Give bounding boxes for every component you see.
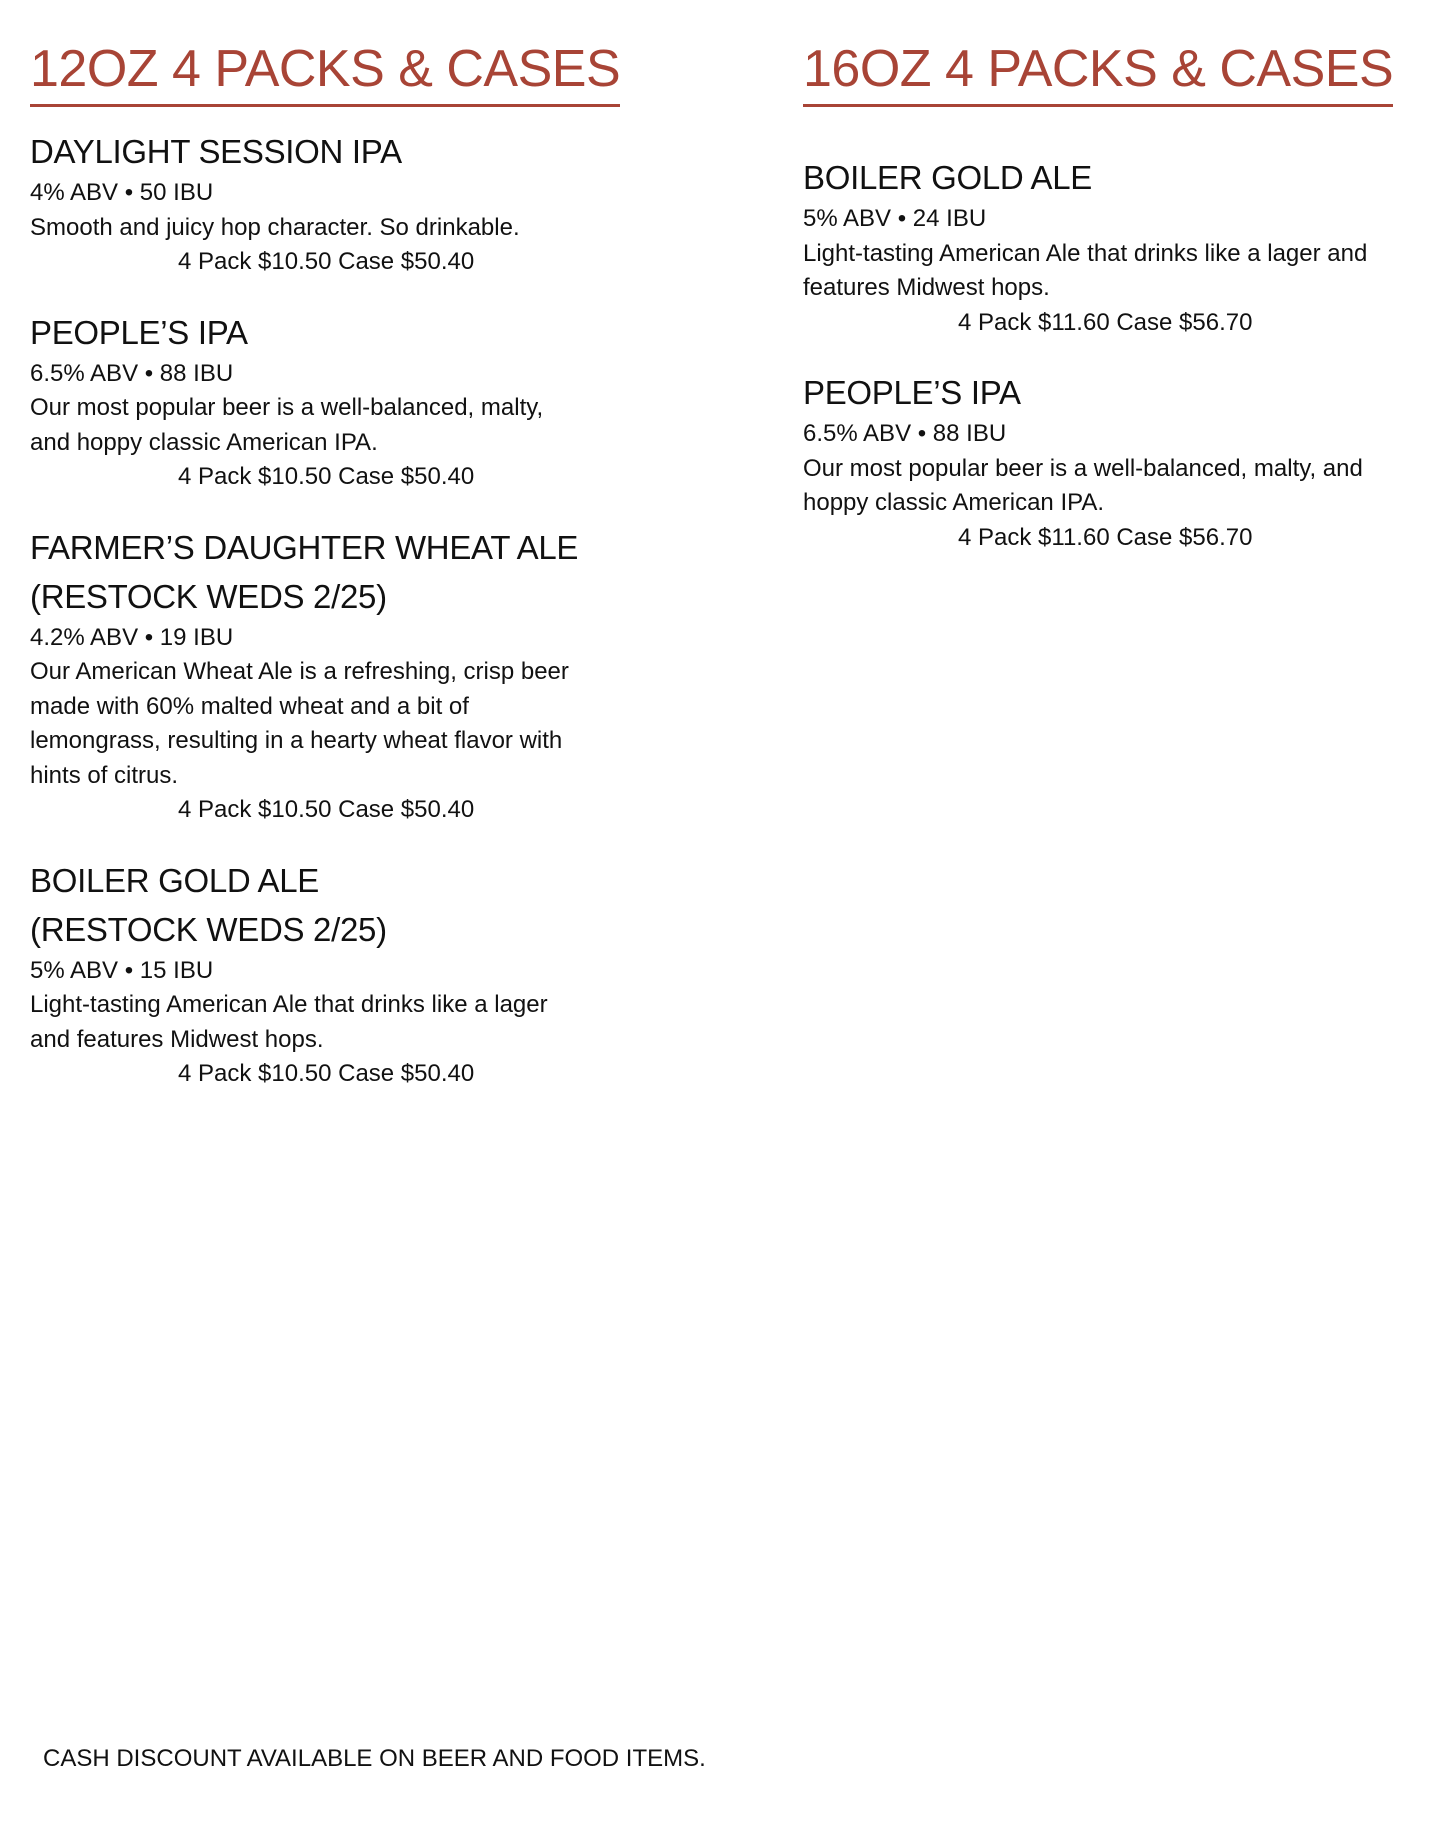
description-line: lemongrass, resulting in a hearty wheat flavor with (30, 727, 563, 754)
beer-price: 4 Pack $10.50 Case $50.40 (178, 1060, 475, 1087)
beer-name-line: PEOPLE’S IPA (30, 313, 248, 351)
beer-name-line: DAYLIGHT SESSION IPA (30, 133, 402, 170)
beer-name (30, 856, 670, 954)
description-line: and features Midwest hops. (30, 1025, 324, 1053)
beer-name-line: (RESTOCK WEDS 2/25) (30, 910, 387, 948)
beer-price: 4 Pack $10.50 Case $50.40 (178, 796, 475, 823)
beer-stats: 6.5% ABV • 88 IBU (803, 420, 1007, 447)
beer-list-16oz (803, 153, 1423, 555)
cash-discount-note: CASH DISCOUNT AVAILABLE ON BEER AND FOOD ITEMS. (43, 1745, 706, 1772)
beer-stats: 5% ABV • 15 IBU (30, 956, 214, 984)
beer-name (803, 153, 1423, 202)
beer-description (803, 237, 1423, 306)
beer-price: 4 Pack $10.50 Case $50.40 (178, 463, 475, 490)
description-line: Our most popular beer is a well-balanced, malty, and (803, 454, 1363, 482)
beer-item (803, 153, 1423, 340)
beer-name-line: BOILER GOLD ALE (803, 159, 1092, 196)
beer-name-line: (RESTOCK WEDS 2/25) (30, 577, 387, 615)
beer-description (803, 452, 1423, 521)
beer-item (803, 368, 1423, 555)
description-line: Smooth and juicy hop character. So drinkable. (30, 213, 520, 241)
description-line: Our American Wheat Ale is a refreshing, crisp beer (30, 658, 569, 685)
description-line: Light-tasting American Ale that drinks like a lager (30, 991, 548, 1018)
beer-name-line: BOILER GOLD ALE (30, 861, 319, 899)
beer-price: 4 Pack $11.60 Case $56.70 (958, 523, 1253, 551)
description-line: features Midwest hops. (803, 274, 1050, 301)
beer-name (803, 368, 1423, 417)
beer-stats: 5% ABV • 24 IBU (803, 205, 987, 232)
description-line: hints of citrus. (30, 761, 179, 789)
beer-description (30, 391, 670, 460)
beer-description (30, 655, 670, 793)
beer-item (30, 856, 670, 1092)
description-line: Our most popular beer is a well-balanced, malty, (30, 394, 544, 421)
beer-stats: 6.5% ABV • 88 IBU (30, 359, 234, 387)
description-line: made with 60% malted wheat and a bit of (30, 692, 469, 720)
beer-description (30, 211, 670, 246)
beer-description (30, 988, 670, 1057)
beer-name (30, 127, 670, 176)
beer-item (30, 523, 670, 828)
section-12oz (30, 34, 670, 1120)
beer-name (30, 523, 670, 621)
beer-name-line: PEOPLE’S IPA (803, 374, 1021, 411)
beer-name-line: FARMER’S DAUGHTER WHEAT ALE (30, 528, 579, 566)
section-title-16oz: 16OZ 4 PACKS & CASES (803, 34, 1393, 107)
description-line: and hoppy classic American IPA. (30, 428, 378, 456)
beer-item (30, 127, 670, 280)
beer-list-12oz (30, 127, 670, 1092)
beer-item (30, 308, 670, 495)
description-line: Light-tasting American Ale that drinks like a lager and (803, 239, 1368, 267)
beer-stats: 4.2% ABV • 19 IBU (30, 623, 234, 651)
beer-stats: 4% ABV • 50 IBU (30, 179, 214, 206)
beer-name (30, 308, 670, 357)
section-title-12oz: 12OZ 4 PACKS & CASES (30, 34, 620, 107)
section-16oz (803, 34, 1423, 583)
beer-price: 4 Pack $11.60 Case $56.70 (958, 308, 1253, 336)
description-line: hoppy classic American IPA. (803, 489, 1105, 516)
beer-price: 4 Pack $10.50 Case $50.40 (178, 248, 475, 275)
